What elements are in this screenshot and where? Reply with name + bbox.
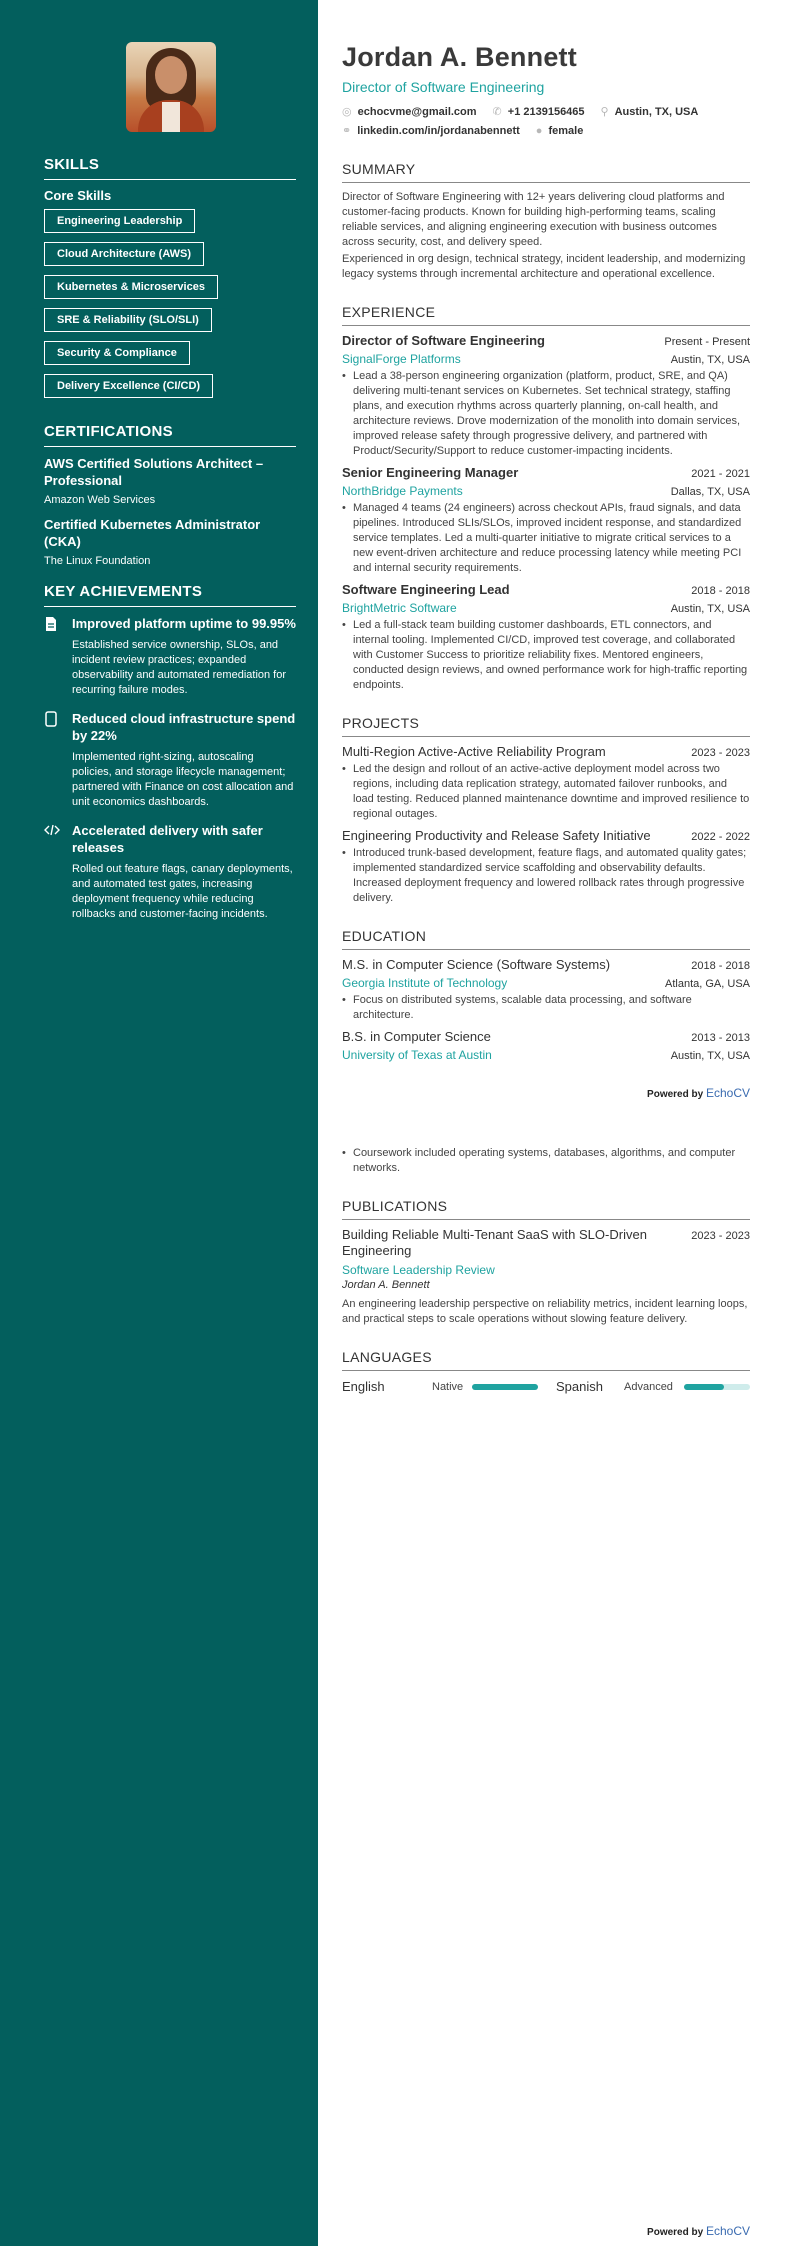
job-date: 2018 - 2018 — [691, 585, 750, 597]
phone-icon: ✆ — [492, 106, 502, 118]
experience-item — [342, 465, 750, 576]
language-level: Native — [432, 1380, 464, 1393]
achievements-heading: KEY ACHIEVEMENTS — [44, 583, 296, 607]
contact-row — [342, 105, 750, 118]
contact-row-2 — [342, 124, 750, 137]
language-name: Spanish — [556, 1379, 603, 1394]
person-name: Jordan A. Bennett — [342, 42, 577, 72]
language-bar-fill — [472, 1384, 538, 1390]
brand-logo[interactable]: EchoCV — [705, 1086, 750, 1100]
skill-tag: Security & Compliance — [44, 341, 190, 365]
person-title: Director of Software Engineering — [342, 79, 545, 95]
skill-tag: Kubernetes & Microservices — [44, 275, 218, 299]
languages-row — [342, 1379, 750, 1394]
school-name: Georgia Institute of Technology — [342, 976, 508, 990]
person-icon: ● — [535, 124, 543, 137]
location-icon: ⚲ — [600, 106, 609, 118]
education-item — [342, 1029, 750, 1062]
achievement-desc: Implemented right-sizing, autoscaling policies, and storage lifecycle management; partnered with Finance on cost allocation and unit economics dashboards. — [72, 751, 294, 808]
summary-p2: Experienced in org design, technical strategy, incident leadership, and modernizing legacy systems through incremental architecture and operational excellence. — [342, 253, 746, 280]
skill-tag: Delivery Excellence (CI/CD) — [44, 374, 213, 398]
project-name: Engineering Productivity and Release Safety Initiative — [342, 828, 651, 843]
job-bullet: • Managed 4 teams (24 engineers) across checkout APIs, fraud signals, and data pipelines. Introduced SLIs/SLOs, improved incident response, and standardized service templates. Led a multi-quarter initiative to migrate critical services to a new event-driven architecture and reduce processing latency while meeting PCI and internal security requirements. — [342, 501, 750, 576]
language-bar-fill — [684, 1384, 724, 1390]
tablet-icon — [44, 710, 72, 810]
job-bullet: • Led a full-stack team building customer dashboards, ETL connectors, and internal tooling. Implemented CI/CD, improved test coverage, and collaborated with Customer Success to prioritize reliability fixes. Mentored engineers, conducted design reviews, and owned performance work for high-traffic reporting endpoints. — [342, 618, 750, 693]
core-skills-label: Core Skills — [44, 188, 112, 203]
powered-by-label: Powered by — [647, 2227, 704, 2238]
skill-tag: Cloud Architecture (AWS) — [44, 242, 204, 266]
main-content — [318, 0, 794, 2246]
email-icon: ◎ — [342, 106, 352, 118]
project-name: Multi-Region Active-Active Reliability Program — [342, 744, 606, 759]
avatar — [126, 42, 216, 132]
powered-by-footer — [647, 2224, 750, 2238]
code-icon — [44, 822, 72, 922]
publication-desc: An engineering leadership perspective on reliability metrics, incident learning loops, and practical steps to scale operations without slowing feature delivery. — [342, 1298, 748, 1325]
achievement-title: Reduced cloud infrastructure spend by 22% — [72, 711, 296, 743]
cert-name: AWS Certified Solutions Architect – Professional — [44, 456, 264, 488]
project-date: 2022 - 2022 — [691, 831, 750, 843]
job-location: Dallas, TX, USA — [670, 486, 750, 498]
skill-tag: Engineering Leadership — [44, 209, 195, 233]
edu-bullet: • Coursework included operating systems, databases, algorithms, and computer networks. — [342, 1146, 750, 1176]
experience-item — [342, 333, 750, 459]
school-location: Austin, TX, USA — [670, 1050, 750, 1062]
skill-tag: SRE & Reliability (SLO/SLI) — [44, 308, 212, 332]
publication-venue: Software Leadership Review — [342, 1263, 495, 1277]
language-bar — [472, 1384, 538, 1390]
edu-bullet: • Focus on distributed systems, scalable data processing, and software architecture. — [342, 993, 750, 1023]
summary-heading: SUMMARY — [342, 161, 750, 183]
language-name: English — [342, 1379, 385, 1394]
achievement-desc: Rolled out feature flags, canary deployments, and automated test gates, increasing deployment frequency while reducing rollbacks and customer-facing incidents. — [72, 863, 293, 920]
education-item — [342, 957, 750, 1023]
job-location: Austin, TX, USA — [670, 354, 750, 366]
language-bar — [684, 1384, 750, 1390]
project-bullet: • Led the design and rollout of an active-active deployment model across two regions, including data replication strategy, automated failover runbooks, and load testing. Reduced planned maintenance downtime and improved resilience to regional outages. — [342, 762, 750, 822]
gender: female — [548, 124, 584, 137]
project-date: 2023 - 2023 — [691, 747, 750, 759]
company-name: BrightMetric Software — [342, 601, 457, 615]
cert-name: Certified Kubernetes Administrator (CKA) — [44, 517, 261, 549]
company-name: SignalForge Platforms — [342, 352, 461, 366]
job-role: Software Engineering Lead — [342, 582, 510, 597]
achievement-desc: Established service ownership, SLOs, and incident review practices; expanded observability and automated remediation for recurring failure modes. — [72, 639, 287, 696]
job-role: Senior Engineering Manager — [342, 465, 519, 480]
publication-date: 2023 - 2023 — [691, 1230, 750, 1242]
project-bullet: • Introduced trunk-based development, feature flags, and automated quality gates; implemented standardized service scaffolding and observability defaults. Increased deployment frequency and lowered rollback rates through progressive delivery. — [342, 846, 750, 906]
email-link[interactable]: echocvme@gmail.com — [357, 106, 477, 118]
certifications-heading: CERTIFICATIONS — [44, 423, 296, 447]
job-role: Director of Software Engineering — [342, 333, 545, 348]
projects-heading: PROJECTS — [342, 715, 750, 737]
job-location: Austin, TX, USA — [670, 603, 750, 615]
publications-heading: PUBLICATIONS — [342, 1198, 750, 1220]
publication-title: Building Reliable Multi-Tenant SaaS with SLO-Driven Engineering — [342, 1227, 647, 1258]
achievement-title: Improved platform uptime to 99.95% — [72, 616, 296, 631]
linkedin-link[interactable]: linkedin.com/in/jordanabennett — [357, 125, 520, 137]
sidebar — [0, 0, 318, 2246]
project-item — [342, 744, 750, 822]
achievement-item — [44, 822, 296, 922]
summary-p1: Director of Software Engineering with 12+ years delivering cloud platforms and customer-facing products. Known for building high-performing teams, scaling reliable services, and aligning engineering execution with business outcomes across security, cost, and delivery speed. — [342, 191, 725, 248]
brand-logo[interactable]: EchoCV — [705, 2224, 750, 2238]
job-date: Present - Present — [664, 336, 750, 348]
job-bullet: • Lead a 38-person engineering organization (platform, product, SRE, and QA) delivering multi-tenant services on Kubernetes. Set technical strategy, staffing plans, and execution rhythms across quarterly planning, on-call health, and architecture reviews. Drove modernization of the monolith into domain services, improved release safety through progressive delivery, and partnered with Product/Security/Support to reduce customer-impacting incidents. — [342, 369, 750, 459]
cert-org: Amazon Web Services — [44, 494, 156, 506]
languages-heading: LANGUAGES — [342, 1349, 750, 1371]
school-name: University of Texas at Austin — [342, 1048, 492, 1062]
location: Austin, TX, USA — [614, 106, 699, 118]
school-location: Atlanta, GA, USA — [665, 978, 750, 990]
achievement-item — [44, 615, 296, 698]
powered-by — [342, 1086, 750, 1100]
language-level: Advanced — [624, 1380, 673, 1393]
experience-item — [342, 582, 750, 693]
publication-author: Jordan A. Bennett — [342, 1279, 430, 1291]
education-heading: EDUCATION — [342, 928, 750, 950]
cert-org: The Linux Foundation — [44, 555, 151, 567]
job-date: 2021 - 2021 — [691, 468, 750, 480]
company-name: NorthBridge Payments — [342, 484, 463, 498]
project-item — [342, 828, 750, 906]
powered-by-label: Powered by — [647, 1089, 704, 1100]
skills-list — [44, 209, 296, 407]
skills-heading: SKILLS — [44, 156, 296, 180]
phone-number: +1 2139156465 — [507, 106, 585, 118]
achievement-item — [44, 710, 296, 810]
link-icon: ⚭ — [342, 125, 352, 137]
degree: M.S. in Computer Science (Software Systems) — [342, 957, 611, 972]
experience-heading: EXPERIENCE — [342, 304, 750, 326]
degree: B.S. in Computer Science — [342, 1029, 491, 1044]
edu-date: 2013 - 2013 — [691, 1032, 750, 1044]
document-icon — [44, 615, 72, 698]
edu-date: 2018 - 2018 — [691, 960, 750, 972]
achievement-title: Accelerated delivery with safer releases — [72, 823, 263, 855]
